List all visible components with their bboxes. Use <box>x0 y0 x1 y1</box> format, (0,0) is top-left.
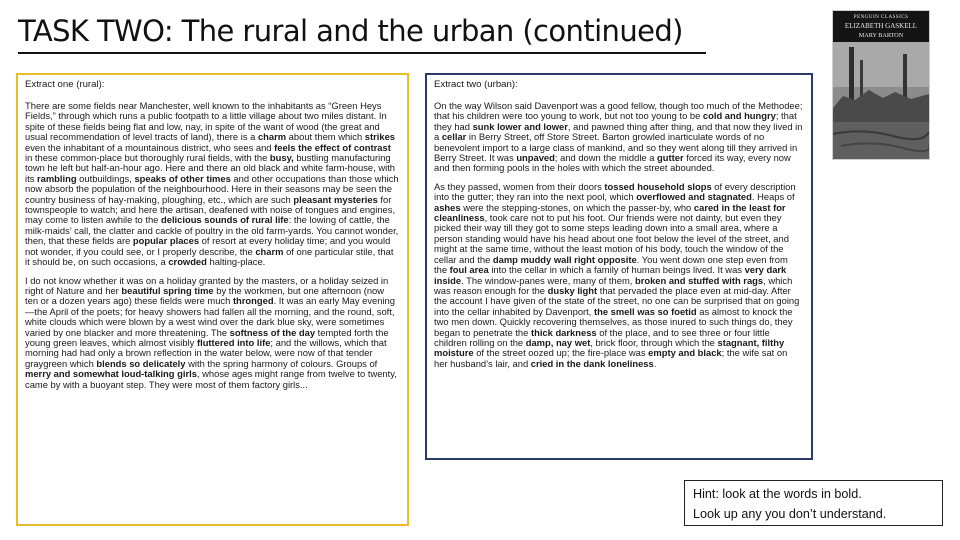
bold-vocabulary: thronged <box>232 295 274 307</box>
bold-vocabulary: cold and hungry <box>702 110 776 122</box>
text-run: of resort at every holiday time; and you would not wonder, if you could see, or I properly describe, the <box>25 235 391 257</box>
text-run: of one particular stile, that it should be, on such occasions, a <box>25 245 394 268</box>
text-run: bustling manufacturing town he left but half-an-hour ago. Here and there an old black and white farm-house, with its <box>25 152 396 184</box>
bold-vocabulary: speaks of other times <box>134 172 231 184</box>
bold-vocabulary: popular places <box>132 235 200 247</box>
text-run: ; and down the middle a <box>554 152 658 164</box>
bold-vocabulary: cellar <box>441 131 467 143</box>
text-run: by the workmen, but one afternoon (now ten or a dozen years ago) these fields were much <box>25 284 385 307</box>
text-run: and other occupations than those which now absorb the population of the neighbourhood. Here in their seasons may be seen the country business of hay-making, ploughing, etc., which are such <box>25 172 399 205</box>
text-run: , which was reason enough for the <box>434 274 793 296</box>
bold-vocabulary: tossed household slops <box>604 180 712 192</box>
text-run: On the way Wilson said Davenport was a good fellow, though too much of the Methodee; that his children were too young to work, but not too young to be <box>434 100 803 122</box>
bold-vocabulary: damp muddy wall right opposite <box>492 253 637 265</box>
bold-vocabulary: stagnant, filthy moisture <box>434 336 785 359</box>
text-run: , whose ages might range from twelve to twenty, came by with a buoyant step. They were most of them factory girls... <box>25 368 397 390</box>
text-run: with the spring harmony of colours. Groups of <box>185 357 378 369</box>
urban-extract-heading: Extract two (urban): <box>434 79 518 90</box>
bold-vocabulary: gutter <box>657 152 684 164</box>
bold-vocabulary: the smell was so foetid <box>594 305 697 317</box>
text-run: tempted forth the young green leaves, which almost visibly <box>25 326 389 348</box>
text-run: as almost to knock the two men down. Quickly recovering themselves, as those inured to such things do, they began to penetrate the <box>434 305 793 338</box>
text-run: , and pawned thing after thing, and that now they lived in a <box>434 120 803 143</box>
hint-line-2: Look up any you don’t understand. <box>693 507 887 521</box>
book-cover-title: MARY BARTON <box>858 32 904 39</box>
bold-vocabulary: merry and somewhat loud-talking girls <box>25 368 197 380</box>
bold-vocabulary: empty and black <box>648 347 722 359</box>
bold-vocabulary: pleasant mysteries <box>293 193 378 205</box>
text-run: As they passed, women from their doors <box>434 180 605 192</box>
text-run: about them which <box>286 131 365 143</box>
bold-vocabulary: very dark inside <box>434 264 787 286</box>
bold-vocabulary: foul area <box>449 264 489 276</box>
bold-vocabulary: sunk lower and lower <box>472 120 568 132</box>
hint-line-1: Hint: look at the words in bold. <box>693 487 862 501</box>
text-run: of every description into the gutter; they ran into the next pool, which <box>434 180 796 203</box>
bold-vocabulary: overflowed and stagnated <box>636 191 752 203</box>
text-run: I do not know whether it was on a holiday granted by the masters, or a holiday seized in right of Nature and her <box>25 274 389 296</box>
text-run: ; the wife sat on her husband’s lair, and <box>434 347 788 369</box>
text-run: were the stepping-stones, on which the passer-by, who <box>460 201 694 213</box>
text-run: in these common-place but thoroughly rural fields, with the <box>25 152 270 164</box>
page-title: TASK TWO: The rural and the urban (continued) <box>18 14 683 48</box>
bold-vocabulary: damp, nay wet <box>525 336 591 348</box>
text-run: . The window-panes were, many of them, <box>461 274 635 286</box>
book-cover-series: PENGUIN CLASSICS <box>853 14 909 20</box>
book-cover-author: ELIZABETH GASKELL <box>844 22 918 30</box>
text-run: ; that they had <box>434 110 797 132</box>
rural-paragraph-1 <box>25 101 399 268</box>
text-run: There are some fields near Manchester, well known to the inhabitants as “Green Heys Fields,” through which runs a public footpath to a little village about two miles distant. In spite of these fields being flat and low, nay, in spite of the want of wood (the great and usual recommendation of level tracts of land), there is a <box>25 100 387 143</box>
bold-vocabulary: crowded <box>168 256 207 268</box>
bold-vocabulary: strikes <box>364 131 396 143</box>
bold-vocabulary: delicious sounds of rural life <box>161 214 289 226</box>
text-run: outbuildings, <box>76 172 135 184</box>
bold-vocabulary: blends so delicately <box>96 357 186 369</box>
text-run: . <box>653 357 657 369</box>
bold-vocabulary: dusky light <box>547 284 598 296</box>
bold-vocabulary: charm <box>257 131 287 143</box>
bold-vocabulary: broken and stuffed with rags <box>634 274 764 286</box>
bold-vocabulary: softness of the day <box>229 326 316 338</box>
text-run: . Heaps of <box>751 191 795 203</box>
bold-vocabulary: charm <box>255 245 284 257</box>
hint-box <box>684 480 943 526</box>
book-cover-header <box>833 11 929 42</box>
book-cover-image <box>832 10 930 160</box>
bold-vocabulary: cried in the dank loneliness <box>530 357 654 369</box>
bold-vocabulary: busy, <box>269 152 294 164</box>
bold-vocabulary: fluttered into life <box>196 336 271 348</box>
text-run: of the place, and to see three or four little children rolling on the <box>434 326 770 348</box>
text-run: ; and the willows, which that morning had had only a brown reflection in the water below, were now of that tender graygreen which <box>25 336 387 369</box>
title-underline <box>18 52 706 54</box>
text-run: . You went down one step even from the <box>434 253 788 276</box>
rural-extract-heading: Extract one (rural): <box>25 79 105 90</box>
rural-paragraph-2 <box>25 276 399 390</box>
text-run: , took care not to put his foot. Our friends were not dainty, but even they picked their way till they got to some steps leading down into a small area, where a person standing would have his head about one foot below the level of the street, and might at the same time, without the least motion of his body, touch the window of the cellar and the <box>434 212 789 265</box>
rural-extract-box <box>16 73 409 526</box>
bold-vocabulary: cared in the least for cleanliness <box>434 201 786 224</box>
text-run: in Berry Street, off Store Street. Barton growled inarticulate words of no benevolent import to a large class of mankind, and so they went along till they arrived in Berry Street. It was <box>434 131 798 164</box>
text-run: of the street oozed up; the fire-place was <box>473 347 649 359</box>
urban-extract-box <box>425 73 813 460</box>
text-run: for townspeople to watch; and here the artisan, deafened with noise of tongues and engines, may come to listen awhile to the <box>25 193 396 226</box>
text-run: that pervaded the place even at mid-day. After the account I have given of the state of the street, no one can be surprised that on going into the cellar inhabited by Davenport, <box>434 284 800 317</box>
bold-vocabulary: feels the effect of contrast <box>274 141 391 153</box>
urban-paragraph-2 <box>434 182 803 369</box>
urban-paragraph-1 <box>434 101 803 174</box>
text-run: , brick floor, through which the <box>590 336 718 348</box>
bold-vocabulary: unpaved <box>516 152 555 164</box>
text-run: : the lowing of cattle, the milk-maids’ call, the clatter and cackle of poultry in the old farm-yards. You cannot wonder, then, that these fields are <box>25 214 399 247</box>
text-run: halting-place. <box>206 256 266 268</box>
industrial-town-illustration <box>833 42 929 160</box>
bold-vocabulary: rambling <box>36 172 77 184</box>
bold-vocabulary: ashes <box>434 201 461 213</box>
text-run: forced its way, every now and then forming pools in the holes with which the street abounded. <box>434 152 791 174</box>
bold-vocabulary: beautiful spring time <box>121 284 214 296</box>
bold-vocabulary: thick darkness <box>530 326 597 338</box>
text-run: even the inhabitant of a mountainous district, who sees and <box>25 141 275 153</box>
text-run: into the cellar in which a family of human beings lived. It was <box>488 264 745 276</box>
text-run: . It was an early May evening—the April of the poets; for heavy showers had fallen all the morning, and the round, soft, white clouds which were blown by a west wind over the dark blue sky, were sometimes varied by one blacker and more threatening. The <box>25 295 395 338</box>
